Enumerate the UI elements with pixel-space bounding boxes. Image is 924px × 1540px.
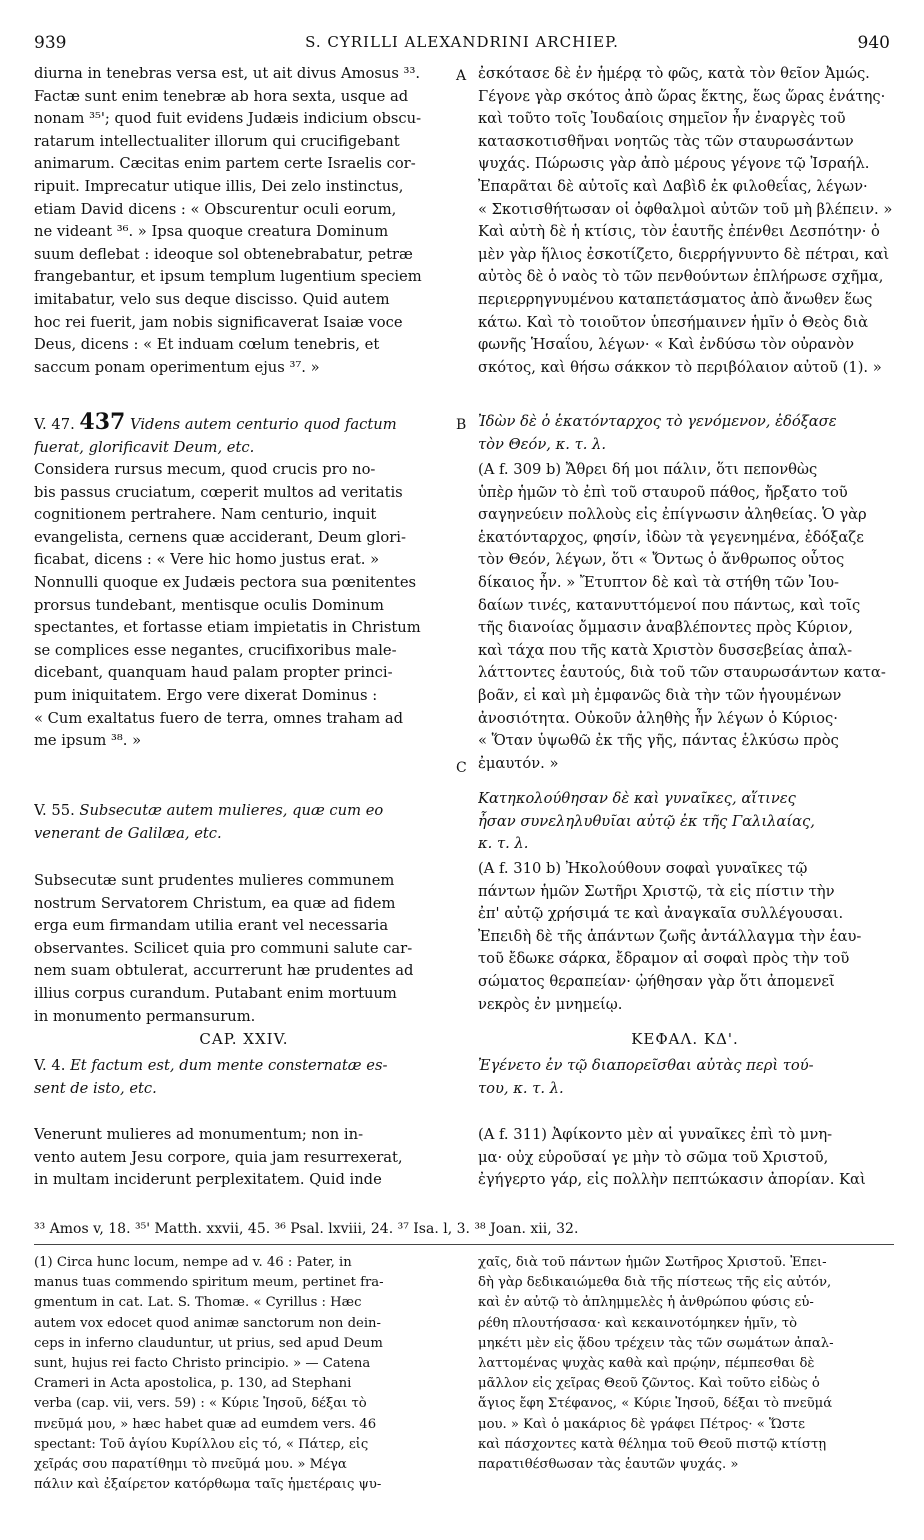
text-line: κάτω. Καὶ τὸ τοιοῦτον ὑπεσήμαινεν ἡμῖν ὁ Θεὸς διὰ — [478, 313, 869, 331]
text-line: νεκρὸς ἐν μνημείῳ. — [478, 995, 623, 1013]
verse-ref: V. 55. — [34, 802, 75, 819]
text-line: bis passus cruciatum, cœperit multos ad veritatis — [34, 483, 403, 501]
text-line: λάττοντες ἑαυτούς, διὰ τοῦ τῶν σταυρωσάντων κατα- — [478, 664, 886, 682]
text-line: autem vox edocet quod animæ sanctorum non dein- — [34, 1315, 381, 1331]
text-line: τῆς διανοίας ὄμμασιν ἀναβλέποντες πρὸς Κύριον, — [478, 619, 853, 637]
text-line: verba (cap. vii, vers. 59) : « Κύριε Ἰησοῦ, δέξαι τὸ — [34, 1396, 367, 1412]
latin-verse-55-heading — [34, 800, 454, 845]
text-line: ἐσκότασε δὲ ἐν ἡμέρᾳ τὸ φῶς, κατὰ τὸν θεῖον Ἀμώς. — [478, 65, 870, 82]
text-line: πνεῦμά μου, » hæc habet quæ ad eumdem vers. 46 — [34, 1416, 377, 1432]
text-line: τὸν Θεόν, λέγων, ὅτι « Ὄντως ὁ ἄνθρωπος οὗτος — [478, 551, 845, 569]
text-line: ἑκατόνταρχος, φησίν, ἰδὼν τὰ γεγενημένα, ἐδόξαζε — [478, 528, 864, 546]
text-line: κατασκοτισθῆναι νοητῶς τὰς τῶν σταυρωσάντων — [478, 132, 854, 150]
text-line: gmentum in cat. Lat. S. Thomæ. « Cyrillus : Hæc — [34, 1295, 362, 1311]
text-line: φωνῆς Ἡσαΐου, λέγων· « Καὶ ἐνδύσω τὸν οὐρανὸν — [478, 336, 855, 354]
text-line: etiam David dicens : « Obscurentur oculi eorum, — [34, 200, 397, 218]
verse-title: Κατηκολούθησαν δὲ καὶ γυναῖκες, αἵτινες — [478, 790, 796, 807]
text-line: Ἐπειδὴ δὲ τῆς ἁπάντων ζωῆς ἀντάλλαγμα τὴν ἑαυ- — [478, 927, 862, 945]
footnote-left — [34, 1253, 454, 1495]
text-line: ἐγήγερτο γάρ, εἰς πολλὴν πεπτώκασιν ἀπορίαν. Καὶ — [478, 1171, 866, 1189]
text-line: παρατιθέσθωσαν τὰς ἑαυτῶν ψυχάς. » — [478, 1457, 739, 1473]
text-line: ἀνοσιότητα. Οὐκοῦν ἀληθὴς ἦν λέγων ὁ Κύριος· — [478, 709, 838, 727]
text-line: « Cum exaltatus fuero de terra, omnes traham ad — [34, 709, 403, 727]
latin-paragraph-4 — [34, 1124, 454, 1192]
column-marker-b: B — [456, 417, 467, 433]
text-line: Subsecutæ sunt prudentes mulieres communem — [34, 872, 395, 889]
latin-verse-4-heading — [34, 1055, 454, 1100]
text-line: βοᾶν, εἰ καὶ μὴ ἐμφανῶς διὰ τὴν τῶν ἡγουμένων — [478, 686, 842, 704]
text-line: observantes. Scilicet quia pro communi salute car- — [34, 939, 413, 957]
text-line: evangelista, cernens quæ acciderant, Deum glori- — [34, 528, 406, 546]
greek-paragraph-1 — [478, 63, 892, 379]
greek-paragraph-2 — [478, 459, 892, 775]
text-line: δαίων τινές, κατανυττόμενοί που πάντως, καὶ τοῖς — [478, 596, 861, 614]
text-line: animarum. Cæcitas enim partem certe Israelis cor- — [34, 155, 416, 173]
text-line: ρέθη πλουτήσασα· καὶ κεκαινοτόμηκεν ἡμῖν, τὸ — [478, 1315, 798, 1331]
column-marker-a: A — [456, 68, 467, 84]
greek-verse-55-heading — [478, 788, 892, 856]
verse-title: Ἰδὼν δὲ ὁ ἑκατόνταρχος τὸ γενόμενον, ἐδόξασε — [478, 413, 837, 430]
text-line: suum deflebat : ideoque sol obtenebrabatur, petræ — [34, 245, 413, 263]
footnote-divider — [34, 1244, 894, 1245]
text-line: erga eum firmandam utilia erant vel necessaria — [34, 917, 389, 935]
text-line: Deus, dicens : « Et induam cœlum tenebris, et — [34, 336, 380, 354]
text-line: nonam ³⁵'; quod fuit evidens Judæis indicium obscu- — [34, 110, 422, 128]
text-line: πάντων ἡμῶν Σωτῆρι Χριστῷ, τὰ εἰς πίστιν τὴν — [478, 882, 835, 900]
page-number-left: 939 — [34, 33, 67, 53]
footnote-right — [478, 1253, 892, 1475]
greek-paragraph-4 — [478, 1124, 892, 1192]
running-header — [0, 33, 924, 59]
text-line: cognitionem pertrahere. Nam centurio, inquit — [34, 506, 377, 524]
verse-title-cont: τὸν Θεόν, κ. τ. λ. — [478, 435, 607, 453]
text-line: δίκαιος ἦν. » Ἔτυπτον δὲ καὶ τὰ στήθη τῶν Ἰου- — [478, 573, 839, 591]
text-line: τοῦ ἔδωκε σάρκα, ἔδραμον αἱ σοφαὶ πρὸς τὴν τοῦ — [478, 950, 850, 968]
text-line: καὶ τάχα που τῆς κατὰ Χριστὸν δυσσεβείας ἀπαλ- — [478, 641, 853, 659]
text-line: (1) Circa hunc locum, nempe ad v. 46 : Pater, in — [34, 1255, 352, 1270]
greek-verse-4-heading — [478, 1055, 892, 1100]
latin-paragraph-1 — [34, 63, 454, 379]
text-line: illius corpus curandum. Putabant enim mortuum — [34, 984, 397, 1002]
text-line: (A f. 310 b) Ἠκολούθουν σοφαὶ γυναῖκες τῷ — [478, 860, 808, 877]
page-number-right: 940 — [857, 33, 890, 53]
verse-title: Subsecutæ autem mulieres, quæ cum eo — [79, 802, 384, 819]
text-line: ἅγιος ἔφη Στέφανος, « Κύριε Ἰησοῦ, δέξαι τὸ πνεῦμά — [478, 1396, 833, 1412]
text-line: καὶ ἐν αὐτῷ τὸ ἀπλημμελὲς ἡ ἀνθρώπου φύσις εὑ- — [478, 1295, 814, 1311]
text-line: σαγηνεύειν πολλοὺς εἰς ἐπίγνωσιν ἀληθείας. Ὁ γὰρ — [478, 506, 867, 524]
running-title: S. CYRILLI ALEXANDRINI ARCHIEP. — [305, 33, 619, 51]
chapter-heading-greek: ΚΕΦΑΛ. ΚΔ'. — [631, 1030, 739, 1048]
text-line: nem suam obtulerat, accurrerunt hæ prudentes ad — [34, 962, 414, 980]
text-line: ὑπὲρ ἡμῶν τὸ ἐπὶ τοῦ σταυροῦ πάθος, ἤρξατο τοῦ — [478, 483, 848, 501]
latin-paragraph-2 — [34, 459, 454, 753]
text-line: diurna in tenebras versa est, ut ait divus Amosus ³³. — [34, 65, 421, 82]
column-marker-c: C — [456, 760, 467, 776]
text-line: καὶ τοῦτο τοῖς Ἰουδαίοις σημεῖον ἦν ἐναργὲς τοῦ — [478, 110, 846, 128]
text-line: Factæ sunt enim tenebræ ab hora sexta, usque ad — [34, 87, 409, 105]
verse-title: Ἐγένετο ἐν τῷ διαπορεῖσθαι αὐτὰς περὶ τού- — [478, 1057, 814, 1074]
text-line: manus tuas commendo spiritum meum, pertinet fra- — [34, 1275, 384, 1291]
verse-title-cont: venerant de Galilæa, etc. — [34, 824, 222, 842]
verse-title: Videns autem centurio quod factum — [130, 416, 397, 433]
text-line: μα· οὐχ εὑροῦσαί γε μὴν τὸ σῶμα τοῦ Χριστοῦ, — [478, 1148, 829, 1166]
text-line: me ipsum ³⁸. » — [34, 732, 142, 750]
text-line: spectant: Τοῦ ἁγίου Κυρίλλου εἰς τό, « Πάτερ, εἰς — [34, 1436, 369, 1452]
text-line: ψυχάς. Πώρωσις γὰρ ἀπὸ μέρους γέγονε τῷ Ἰσραήλ. — [478, 155, 870, 173]
text-line: ratarum intellectualiter illorum qui crucifigebant — [34, 132, 400, 150]
text-line: σώματος θεραπείαν· ᾠήθησαν γὰρ ὅτι ἀπομενεῖ — [478, 972, 835, 990]
greek-paragraph-3 — [478, 858, 892, 1016]
verse-ref: V. 47. — [34, 416, 75, 433]
text-line: « Σκοτισθήτωσαν οἱ ὀφθαλμοὶ αὐτῶν τοῦ μὴ βλέπειν. » — [478, 200, 892, 218]
text-line: spectantes, et fortasse etiam impietatis in Christum — [34, 619, 421, 637]
text-line: ne videant ³⁶. » Ipsa quoque creatura Dominum — [34, 223, 389, 241]
text-line: χεῖράς σου παρατίθημι τὸ πνεῦμά μου. » Μέγα — [34, 1457, 347, 1473]
text-line: ἐπ' αὐτῷ χρήσιμά τε καὶ ἀναγκαῖα συλλέγουσαι. — [478, 905, 844, 923]
text-line: hoc rei fuerit, jam nobis significaverat Isaiæ voce — [34, 313, 403, 331]
greek-verse-47-heading — [478, 411, 892, 456]
verse-title: Et factum est, dum mente consternatæ es- — [70, 1057, 388, 1074]
verse-title-cont: ἦσαν συνεληλυθυῖαι αὐτῷ ἐκ τῆς Γαλιλαίας, — [478, 812, 815, 830]
text-line: Γέγονε γὰρ σκότος ἀπὸ ὥρας ἕκτης, ἕως ὥρας ἐνάτης· — [478, 87, 886, 105]
verse-ref: V. 4. — [34, 1057, 66, 1074]
text-line: Venerunt mulieres ad monumentum; non in- — [34, 1126, 364, 1143]
column-number: 437 — [79, 411, 126, 435]
text-line: prorsus tundebant, mentisque oculis Dominum — [34, 596, 384, 614]
text-line: χαῖς, διὰ τοῦ πάντων ἡμῶν Σωτῆρος Χριστοῦ. Ἐπει- — [478, 1255, 827, 1270]
text-line: Ἐπαρᾶται δὲ αὐτοῖς καὶ Δαβὶδ ἐκ φιλοθεΐας, λέγων· — [478, 177, 868, 195]
text-line: ripuit. Imprecatur utique illis, Dei zelo instinctus, — [34, 177, 404, 195]
text-line: ficabat, dicens : « Vere hic homo justus erat. » — [34, 551, 380, 569]
text-line: δὴ γὰρ δεδικαιώμεθα διὰ τῆς πίστεως τῆς εἰς αὐτόν, — [478, 1275, 832, 1291]
text-line: Nonnulli quoque ex Judæis pectora sua pœnitentes — [34, 573, 417, 591]
text-line: frangebantur, et ipsum templum lugentium speciem — [34, 268, 422, 286]
text-line: Καὶ αὐτὴ δὲ ἡ κτίσις, τὸν ἑαυτῆς ἐπένθει Δεσπότην· ὁ — [478, 223, 880, 241]
chapter-heading-latin: CAP. XXIV. — [199, 1030, 289, 1048]
text-line: μου. » Καὶ ὁ μακάριος δὲ γράφει Πέτρος· « Ὥστε — [478, 1416, 806, 1432]
latin-verse-47-heading — [34, 411, 454, 459]
text-line: αὐτὸς δὲ ὁ ναὸς τὸ τῶν πενθούντων ἐπλήρωσε σχῆμα, — [478, 268, 884, 286]
text-line: in multam inciderunt perplexitatem. Quid inde — [34, 1171, 382, 1189]
verse-title-cont: fuerat, glorificavit Deum, etc. — [34, 438, 255, 456]
text-line: καὶ πάσχοντες κατὰ θέλημα τοῦ Θεοῦ πιστῷ κτίστῃ — [478, 1436, 827, 1452]
text-line: σκότος, καὶ θήσω σάκκον τὸ περιβόλαιον αὐτοῦ (1). » — [478, 358, 882, 376]
text-line: in monumento permansurum. — [34, 1007, 256, 1025]
text-line: (A f. 311) Ἀφίκοντο μὲν αἱ γυναῖκες ἐπὶ τὸ μνη- — [478, 1126, 833, 1143]
verse-title-cont: του, κ. τ. λ. — [478, 1079, 564, 1097]
text-line: μηκέτι μὲν εἰς ᾅδου τρέχειν τὰς τῶν σωμάτων ἀπαλ- — [478, 1335, 834, 1351]
text-line: Considera rursus mecum, quod crucis pro no- — [34, 461, 376, 478]
text-line: saccum ponam operimentum ejus ³⁷. » — [34, 358, 320, 376]
text-line: pum iniquitatem. Ergo vere dixerat Dominus : — [34, 686, 378, 704]
text-line: « Ὅταν ὑψωθῶ ἐκ τῆς γῆς, πάντας ἑλκύσω πρὸς — [478, 732, 839, 750]
text-line: λαττομένας ψυχὰς καθὰ καὶ πρῴην, πέμπεσθαι δὲ — [478, 1356, 815, 1372]
text-line: vento autem Jesu corpore, quia jam resurrexerat, — [34, 1148, 403, 1166]
text-line: imitabatur, velo sus deque discisso. Quid autem — [34, 290, 390, 308]
text-line: ἐμαυτόν. » — [478, 754, 559, 772]
text-line: πάλιν καὶ ἐξαίρετον κατόρθωμα ταῖς ἡμετέραις ψυ- — [34, 1477, 382, 1493]
text-line: sunt, hujus rei facto Christo principio. » — Catena — [34, 1356, 371, 1372]
latin-paragraph-3 — [34, 870, 454, 1028]
text-line: dicebant, quanquam haud palam propter princi- — [34, 664, 393, 682]
scripture-references: ³³ Amos v, 18. ³⁵' Matth. xxvii, 45. ³⁶ Psal. lxviii, 24. ³⁷ Isa. l, 3. ³⁸ Joan. xii, 32. — [34, 1221, 579, 1237]
verse-title-cont: κ. τ. λ. — [478, 835, 529, 853]
text-line: se complices esse negantes, crucifixoribus male- — [34, 641, 397, 659]
text-line: μᾶλλον εἰς χεῖρας Θεοῦ ζῶντος. Καὶ τοῦτο εἰδὼς ὁ — [478, 1376, 820, 1392]
text-line: ceps in inferno clauduntur, ut prius, sed apud Deum — [34, 1335, 383, 1351]
text-line: μὲν γὰρ ἥλιος ἐσκοτίζετο, διερρήγνυντο δὲ πέτραι, καὶ — [478, 245, 890, 263]
text-line: περιερρηγνυμένου καταπετάσματος ἀπὸ ἄνωθεν ἕως — [478, 290, 873, 308]
text-line: (A f. 309 b) Ἄθρει δή μοι πάλιν, ὅτι πεπονθὼς — [478, 461, 818, 478]
text-line: nostrum Servatorem Christum, ea quæ ad fidem — [34, 894, 396, 912]
text-line: Crameri in Acta apostolica, p. 130, ad Stephani — [34, 1376, 352, 1392]
verse-title-cont: sent de isto, etc. — [34, 1079, 157, 1097]
